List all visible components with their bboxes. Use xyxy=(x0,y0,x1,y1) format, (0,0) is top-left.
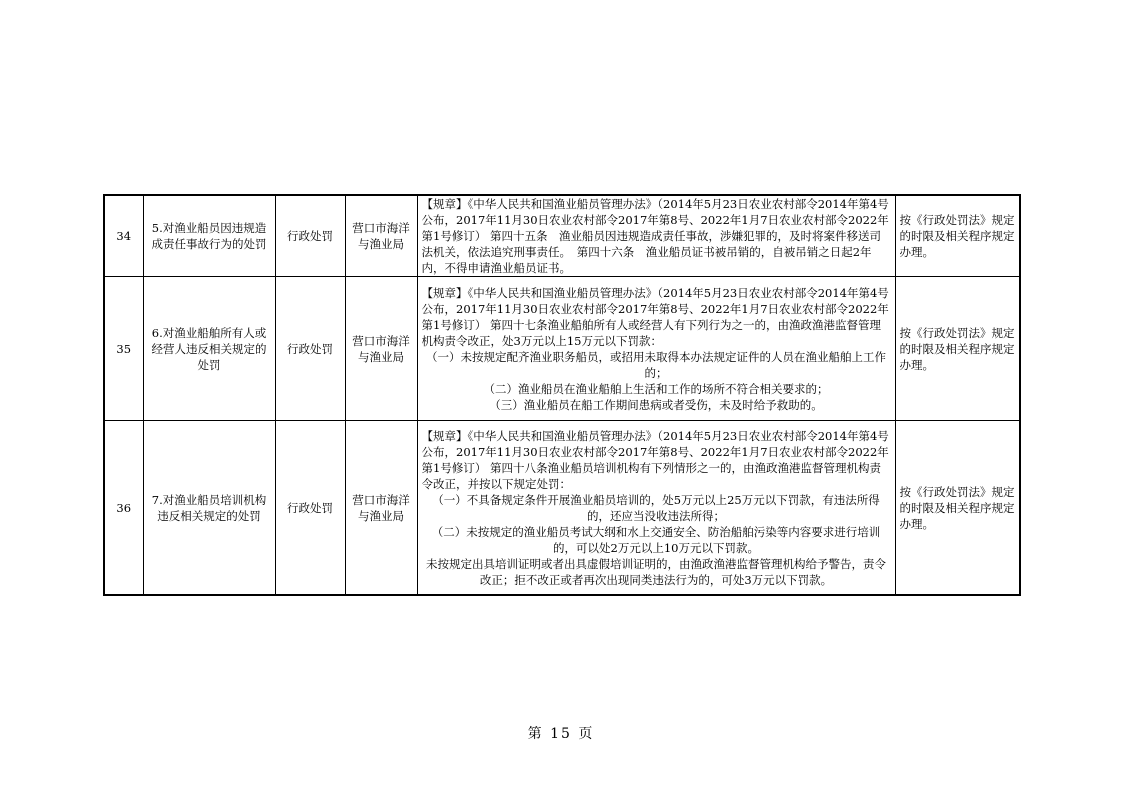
legal-basis-clause: （二）渔业船员在渔业船舶上生活和工作的场所不符合相关要求的； xyxy=(483,381,829,396)
legal-basis-cell xyxy=(417,195,895,277)
page-number: 第 15 页 xyxy=(527,726,595,742)
penalty-item: 6.对渔业船舶所有人或经营人违反相关规定的处罚 xyxy=(143,277,275,421)
penalty-type: 行政处罚 xyxy=(275,195,345,277)
legal-basis xyxy=(422,428,891,588)
legal-basis xyxy=(422,285,891,413)
procedure: 按《行政处罚法》规定的时限及相关程序规定办理。 xyxy=(895,277,1020,421)
table-row xyxy=(104,195,1020,277)
legal-basis-main: 【规章】《中华人民共和国渔业船员管理办法》（2014年5月23日农业农村部令2014年第4号公布，2017年11月30日农业农村部令2017年第8号、2022年1月7日农业农村部令2022年第1号修订） 第四十七条渔业船舶所有人或经营人有下列行为之一的，由渔政渔港监督管理机构责令改正，处3万元以上15万元以下罚款： xyxy=(421,285,889,348)
penalty-table xyxy=(103,194,1021,596)
penalty-type: 行政处罚 xyxy=(275,421,345,596)
legal-basis-main: 【规章】《中华人民共和国渔业船员管理办法》（2014年5月23日农业农村部令2014年第4号公布，2017年11月30日农业农村部令2017年第8号、2022年1月7日农业农村部令2022年第1号修订） 第四十八条渔业船员培训机构有下列情形之一的，由渔政渔港监督管理机构责令改正，并按以下规定处罚： xyxy=(421,428,889,491)
procedure: 按《行政处罚法》规定的时限及相关程序规定办理。 xyxy=(895,421,1020,596)
enforcement-agency: 营口市海洋与渔业局 xyxy=(345,195,417,277)
row-number: 36 xyxy=(104,421,143,596)
legal-basis-clause: （三）渔业船员在船工作期间患病或者受伤，未及时给予救助的。 xyxy=(489,397,823,412)
legal-basis-clause: 未按规定出具培训证明或者出具虚假培训证明的，由渔政渔港监督管理机构给予警告，责令改正；拒不改正或者再次出现同类违法行为的，可处3万元以下罚款。 xyxy=(426,556,886,587)
penalty-item: 5.对渔业船员因违规造成责任事故行为的处罚 xyxy=(143,195,275,277)
legal-basis-cell xyxy=(417,421,895,596)
row-number: 35 xyxy=(104,277,143,421)
legal-basis-clause: （一）不具备规定条件开展渔业船员培训的，处5万元以上25万元以下罚款，有违法所得的，还应当没收违法所得； xyxy=(432,492,880,523)
enforcement-agency: 营口市海洋与渔业局 xyxy=(345,421,417,596)
penalty-type: 行政处罚 xyxy=(275,277,345,421)
penalty-item: 7.对渔业船员培训机构违反相关规定的处罚 xyxy=(143,421,275,596)
row-number: 34 xyxy=(104,195,143,277)
legal-basis-cell xyxy=(417,277,895,421)
procedure: 按《行政处罚法》规定的时限及相关程序规定办理。 xyxy=(895,195,1020,277)
table-row xyxy=(104,277,1020,421)
legal-basis-clause: （二）未按规定的渔业船员考试大纲和水上交通安全、防治船舶污染等内容要求进行培训的，可以处2万元以上10万元以下罚款。 xyxy=(431,524,881,555)
legal-basis-clause: （一）未按规定配齐渔业职务船员，或招用未取得本办法规定证件的人员在渔业船舶上工作的； xyxy=(426,349,886,380)
enforcement-agency: 营口市海洋与渔业局 xyxy=(345,277,417,421)
legal-basis: 【规章】《中华人民共和国渔业船员管理办法》（2014年5月23日农业农村部令2014年第4号公布，2017年11月30日农业农村部令2017年第8号、2022年1月7日农业农村部令2022年第1号修订） 第四十五条 渔业船员因违规造成责任事故，涉嫌犯罪的，及时将案件移送司法机关，依法追究刑事责任。 第四十六条 渔业船员证书被吊销的，自被吊销之日起2年内，不得申请渔业船员证书。 xyxy=(421,197,889,275)
table-row xyxy=(104,421,1020,596)
